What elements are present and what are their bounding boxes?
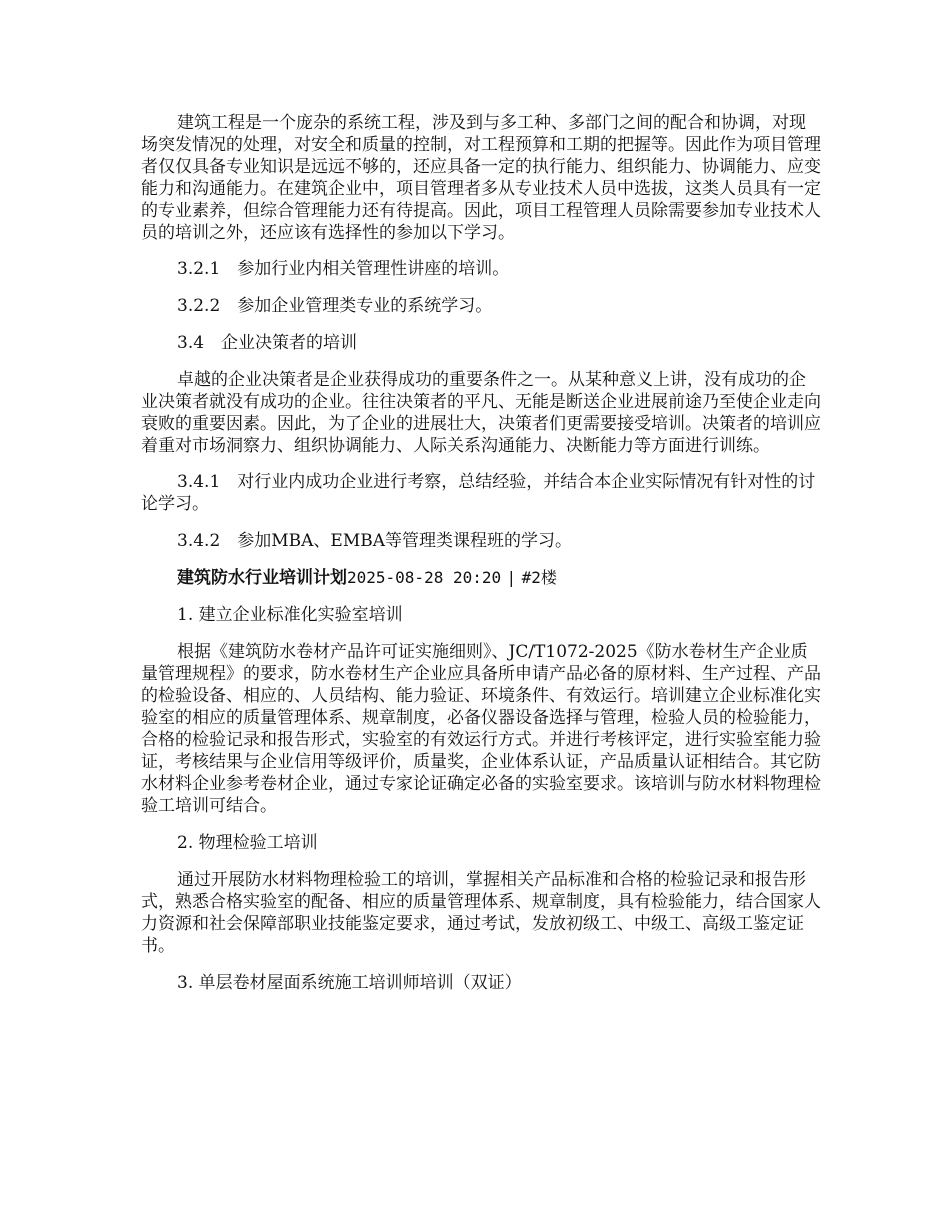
- heading-section-3: 3. 单层卷材屋面系统施工培训师培训（双证）: [177, 973, 522, 993]
- paragraph-lab-training: 根据《建筑防水卷材产品许可证实施细则》、JC/T1072-2025《防水卷材生产企业质量管理规程》的要求，防水卷材生产企业应具备所申请产品必备的原材料、生产过程、产品的检验设备、相应的、人员结构、能力验证、环境条件、有效运行。培训建立企业标准化实验室的相应的质量管理体系、规章制度，必备仪器设备选择与管理，检验人员的检验能力，合格的检验记录和报告形式，实验室的有效运行方式。并进行考核评定，进行实验室能力验证，考核结果与企业信用等级评价，质量奖，企业体系认证，产品质量认证相结合。其它防水材料企业参考卷材企业，通过专家论证确定必备的实验室要求。该培训与防水材料物理检验工培训可结合。: [141, 642, 821, 816]
- post-floor: #2楼: [521, 568, 557, 587]
- paragraph-management-training: 建筑工程是一个庞杂的系统工程，涉及到与多工种、多部门之间的配合和协调，对现场突发情况的处理，对安全和质量的控制，对工程预算和工期的把握等。因此作为项目管理者仅仅具备专业知识是远远不够的，还应具备一定的执行能力、组织能力、协调能力、应变能力和沟通能力。在建筑企业中，项目管理者多从专业技术人员中选拔，这类人员具有一定的专业素养，但综合管理能力还有待提高。因此，项目工程管理人员除需要参加专业技术人员的培训之外，还应该有选择性的参加以下学习。: [141, 113, 821, 243]
- item-3-2-2: 3.2.2 参加企业管理类专业的系统学习。: [177, 296, 493, 316]
- post-timestamp: 2025-08-28 20:20: [347, 568, 502, 587]
- heading-3-4: 3.4 企业决策者的培训: [177, 333, 358, 353]
- item-3-4-1: 3.4.1 对行业内成功企业进行考察，总结经验，并结合本企业实际情况有针对性的讨论学习。: [141, 472, 816, 514]
- document-page: [141, 112, 821, 994]
- item-3-4-2: 3.4.2 参加MBA、EMBA等管理类课程班的学习。: [177, 531, 573, 551]
- post-header: [141, 567, 821, 589]
- paragraph-decision-maker: 卓越的企业决策者是企业获得成功的重要条件之一。从某种意义上讲，没有成功的企业决策者就没有成功的企业。往往决策者的平凡、无能是断送企业进展前途乃至使企业走向衰败的重要因素。因此，为了企业的进展壮大，决策者们更需要接受培训。决策者的培训应着重对市场洞察力、组织协调能力、人际关系沟通能力、决断能力等方面进行训练。: [141, 370, 821, 456]
- item-3-2-1: 3.2.1 参加行业内相关管理性讲座的培训。: [177, 259, 510, 279]
- post-separator: |: [506, 568, 517, 587]
- paragraph-inspector-training: 通过开展防水材料物理检验工的培训，掌握相关产品标准和合格的检验记录和报告形式，熟悉合格实验室的配备、相应的质量管理体系、规章制度，具有检验能力，结合国家人力资源和社会保障部职业技能鉴定要求，通过考试，发放初级工、中级工、高级工鉴定证书。: [141, 870, 821, 956]
- heading-section-2: 2. 物理检验工培训: [177, 833, 318, 853]
- heading-section-1: 1. 建立企业标准化实验室培训: [177, 605, 403, 625]
- post-title-link[interactable]: 建筑防水行业培训计划: [177, 568, 347, 588]
